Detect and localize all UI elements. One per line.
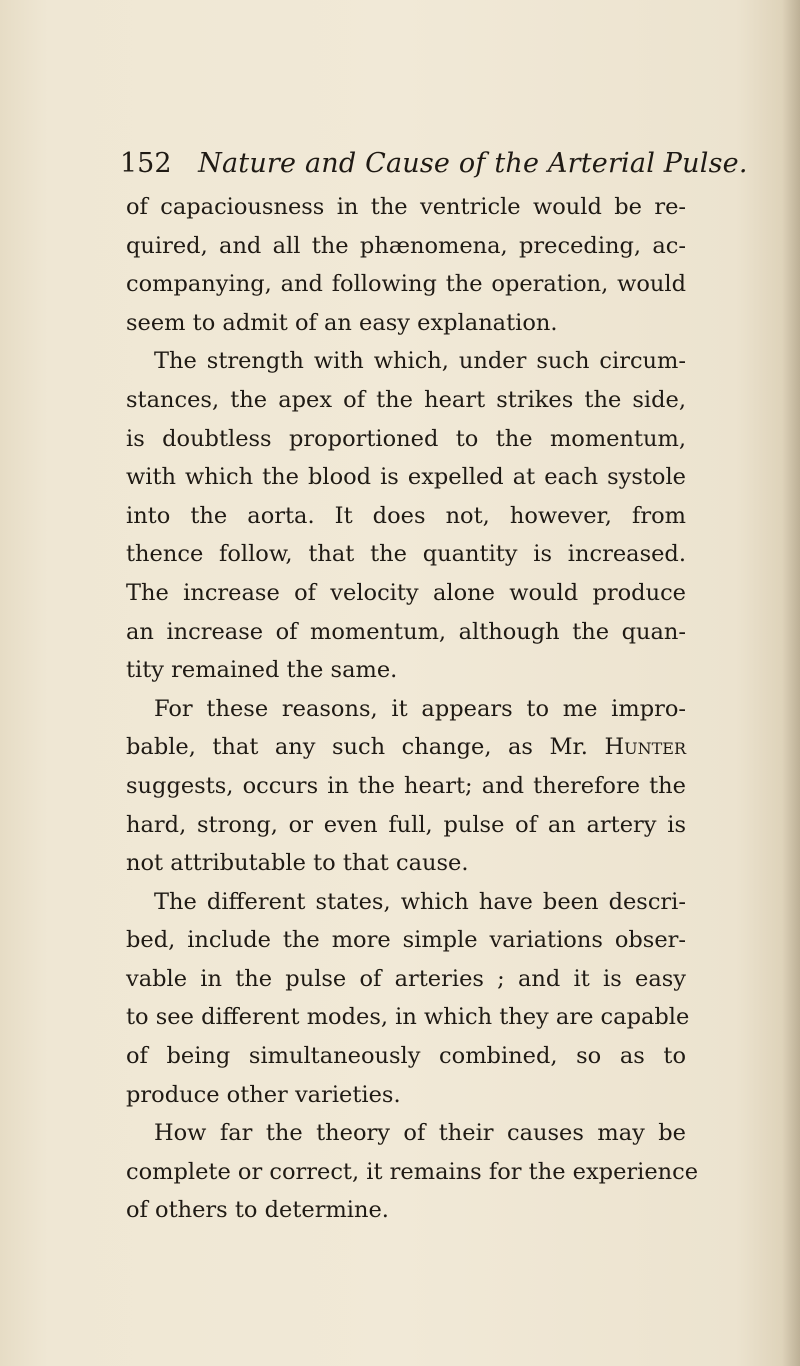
page-number: 152 — [120, 148, 172, 179]
text-line: to see different modes, in which they are capable — [126, 1004, 690, 1031]
text-line: of capaciousness in the ventricle would be re- — [126, 194, 686, 220]
running-title: Nature and Cause of the Arterial Pulse. — [198, 148, 748, 179]
text-line: suggests, occurs in the heart; and therefore the — [126, 772, 686, 799]
text-line: bable, that any such change, as Mr. Hunter — [126, 734, 686, 761]
text-line: companying, and following the operation, would — [126, 271, 686, 298]
text-line: produce other varieties. — [126, 1081, 401, 1108]
text-line: seem to admit of an easy explanation. — [126, 309, 558, 336]
text-line: The increase of velocity alone would produce — [126, 579, 686, 606]
text-line: of others to determine. — [126, 1197, 389, 1224]
text-line: bed, include the more simple variations obser- — [126, 927, 686, 954]
text-line: quired, and all the phænomena, preceding, ac- — [126, 232, 686, 259]
text-line: vable in the pulse of arteries ; and it is easy — [126, 965, 686, 992]
text-line: with which the blood is expelled at each systole — [126, 464, 686, 491]
text-line: complete or correct, it remains for the experience — [126, 1158, 699, 1185]
page-edge-shadow — [782, 0, 800, 1366]
text-line: How far the theory of their causes may be — [154, 1120, 686, 1147]
text-line: thence follow, that the quantity is increased. — [126, 541, 686, 568]
text-line: of being simultaneously combined, so as to — [126, 1043, 686, 1070]
text-line: not attributable to that cause. — [126, 850, 469, 877]
text-line: hard, strong, or even full, pulse of an artery is — [126, 811, 686, 838]
body-text — [126, 188, 699, 1230]
text-line: tity remained the same. — [126, 657, 398, 684]
author-name: Hunter — [604, 734, 686, 761]
text-line: an increase of momentum, although the quan- — [126, 618, 686, 645]
text-line: into the aorta. It does not, however, from — [126, 502, 686, 529]
page-header — [120, 148, 748, 188]
text-line: is doubtless proportioned to the momentum, — [126, 425, 686, 452]
text-line: The different states, which have been descri- — [154, 888, 686, 915]
text-line: stances, the apex of the heart strikes the side, — [126, 386, 686, 413]
text-line: The strength with which, under such circum- — [154, 348, 686, 375]
text-line: For these reasons, it appears to me impro- — [154, 695, 686, 722]
